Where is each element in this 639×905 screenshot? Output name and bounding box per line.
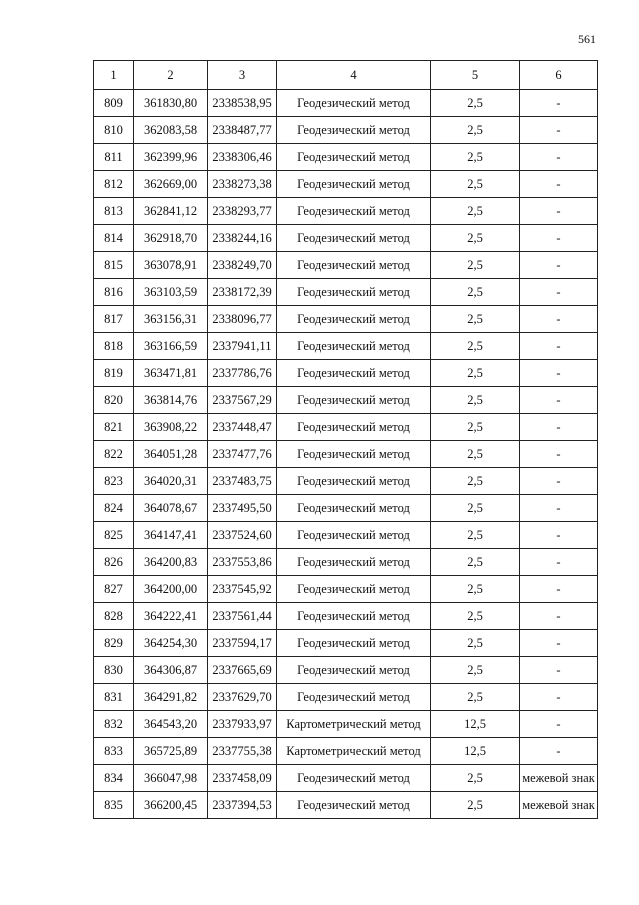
column-header: 3 bbox=[208, 61, 277, 90]
accuracy-cell: 2,5 bbox=[431, 144, 520, 171]
point-number-cell: 809 bbox=[94, 90, 134, 117]
point-number-cell: 821 bbox=[94, 414, 134, 441]
y-coordinate-cell: 2337594,17 bbox=[208, 630, 277, 657]
x-coordinate-cell: 364291,82 bbox=[134, 684, 208, 711]
point-number-cell: 813 bbox=[94, 198, 134, 225]
point-number-cell: 835 bbox=[94, 792, 134, 819]
x-coordinate-cell: 364078,67 bbox=[134, 495, 208, 522]
x-coordinate-cell: 362399,96 bbox=[134, 144, 208, 171]
method-cell: Геодезический метод bbox=[277, 279, 431, 306]
method-cell: Картометрический метод bbox=[277, 711, 431, 738]
point-number-cell: 811 bbox=[94, 144, 134, 171]
column-header: 1 bbox=[94, 61, 134, 90]
point-number-cell: 828 bbox=[94, 603, 134, 630]
table-row bbox=[94, 684, 598, 711]
column-header: 6 bbox=[520, 61, 598, 90]
x-coordinate-cell: 363078,91 bbox=[134, 252, 208, 279]
accuracy-cell: 2,5 bbox=[431, 90, 520, 117]
point-number-cell: 820 bbox=[94, 387, 134, 414]
method-cell: Геодезический метод bbox=[277, 765, 431, 792]
coordinates-table bbox=[93, 60, 598, 819]
x-coordinate-cell: 364051,28 bbox=[134, 441, 208, 468]
y-coordinate-cell: 2338306,46 bbox=[208, 144, 277, 171]
y-coordinate-cell: 2337561,44 bbox=[208, 603, 277, 630]
description-cell: - bbox=[520, 711, 598, 738]
point-number-cell: 826 bbox=[94, 549, 134, 576]
accuracy-cell: 2,5 bbox=[431, 576, 520, 603]
table-row bbox=[94, 603, 598, 630]
x-coordinate-cell: 364222,41 bbox=[134, 603, 208, 630]
table-row bbox=[94, 657, 598, 684]
table-header-row bbox=[94, 61, 598, 90]
description-cell: - bbox=[520, 90, 598, 117]
x-coordinate-cell: 363156,31 bbox=[134, 306, 208, 333]
table-row bbox=[94, 738, 598, 765]
y-coordinate-cell: 2337933,97 bbox=[208, 711, 277, 738]
method-cell: Геодезический метод bbox=[277, 495, 431, 522]
point-number-cell: 824 bbox=[94, 495, 134, 522]
table-row bbox=[94, 171, 598, 198]
page-number: 561 bbox=[578, 32, 596, 46]
description-cell: - bbox=[520, 117, 598, 144]
description-cell: - bbox=[520, 333, 598, 360]
point-number-cell: 816 bbox=[94, 279, 134, 306]
point-number-cell: 823 bbox=[94, 468, 134, 495]
description-cell: - bbox=[520, 495, 598, 522]
method-cell: Геодезический метод bbox=[277, 468, 431, 495]
accuracy-cell: 2,5 bbox=[431, 414, 520, 441]
table-row bbox=[94, 360, 598, 387]
accuracy-cell: 12,5 bbox=[431, 711, 520, 738]
point-number-cell: 825 bbox=[94, 522, 134, 549]
y-coordinate-cell: 2337458,09 bbox=[208, 765, 277, 792]
description-cell: - bbox=[520, 306, 598, 333]
table-row bbox=[94, 792, 598, 819]
method-cell: Картометрический метод bbox=[277, 738, 431, 765]
x-coordinate-cell: 363471,81 bbox=[134, 360, 208, 387]
y-coordinate-cell: 2337629,70 bbox=[208, 684, 277, 711]
table-row bbox=[94, 117, 598, 144]
accuracy-cell: 2,5 bbox=[431, 684, 520, 711]
point-number-cell: 827 bbox=[94, 576, 134, 603]
table-row bbox=[94, 522, 598, 549]
method-cell: Геодезический метод bbox=[277, 576, 431, 603]
x-coordinate-cell: 361830,80 bbox=[134, 90, 208, 117]
y-coordinate-cell: 2337524,60 bbox=[208, 522, 277, 549]
description-cell: - bbox=[520, 738, 598, 765]
y-coordinate-cell: 2338096,77 bbox=[208, 306, 277, 333]
point-number-cell: 822 bbox=[94, 441, 134, 468]
point-number-cell: 815 bbox=[94, 252, 134, 279]
table-row bbox=[94, 387, 598, 414]
y-coordinate-cell: 2337567,29 bbox=[208, 387, 277, 414]
method-cell: Геодезический метод bbox=[277, 333, 431, 360]
y-coordinate-cell: 2338273,38 bbox=[208, 171, 277, 198]
description-cell: - bbox=[520, 468, 598, 495]
y-coordinate-cell: 2337477,76 bbox=[208, 441, 277, 468]
x-coordinate-cell: 364200,00 bbox=[134, 576, 208, 603]
x-coordinate-cell: 366047,98 bbox=[134, 765, 208, 792]
table-row bbox=[94, 306, 598, 333]
table-row bbox=[94, 765, 598, 792]
x-coordinate-cell: 363814,76 bbox=[134, 387, 208, 414]
accuracy-cell: 2,5 bbox=[431, 630, 520, 657]
description-cell: - bbox=[520, 630, 598, 657]
y-coordinate-cell: 2337495,50 bbox=[208, 495, 277, 522]
method-cell: Геодезический метод bbox=[277, 117, 431, 144]
accuracy-cell: 2,5 bbox=[431, 198, 520, 225]
point-number-cell: 832 bbox=[94, 711, 134, 738]
table-row bbox=[94, 225, 598, 252]
x-coordinate-cell: 364147,41 bbox=[134, 522, 208, 549]
point-number-cell: 831 bbox=[94, 684, 134, 711]
x-coordinate-cell: 364543,20 bbox=[134, 711, 208, 738]
accuracy-cell: 2,5 bbox=[431, 549, 520, 576]
accuracy-cell: 2,5 bbox=[431, 171, 520, 198]
y-coordinate-cell: 2337755,38 bbox=[208, 738, 277, 765]
point-number-cell: 834 bbox=[94, 765, 134, 792]
x-coordinate-cell: 363166,59 bbox=[134, 333, 208, 360]
y-coordinate-cell: 2338293,77 bbox=[208, 198, 277, 225]
accuracy-cell: 2,5 bbox=[431, 522, 520, 549]
y-coordinate-cell: 2337553,86 bbox=[208, 549, 277, 576]
x-coordinate-cell: 362841,12 bbox=[134, 198, 208, 225]
description-cell: - bbox=[520, 252, 598, 279]
x-coordinate-cell: 362918,70 bbox=[134, 225, 208, 252]
x-coordinate-cell: 365725,89 bbox=[134, 738, 208, 765]
description-cell: межевой знак bbox=[520, 792, 598, 819]
table-row bbox=[94, 549, 598, 576]
point-number-cell: 814 bbox=[94, 225, 134, 252]
method-cell: Геодезический метод bbox=[277, 360, 431, 387]
description-cell: межевой знак bbox=[520, 765, 598, 792]
table-row bbox=[94, 630, 598, 657]
table-row bbox=[94, 90, 598, 117]
description-cell: - bbox=[520, 549, 598, 576]
y-coordinate-cell: 2337448,47 bbox=[208, 414, 277, 441]
description-cell: - bbox=[520, 576, 598, 603]
table-row bbox=[94, 144, 598, 171]
description-cell: - bbox=[520, 198, 598, 225]
method-cell: Геодезический метод bbox=[277, 225, 431, 252]
accuracy-cell: 2,5 bbox=[431, 360, 520, 387]
table-row bbox=[94, 414, 598, 441]
x-coordinate-cell: 364306,87 bbox=[134, 657, 208, 684]
table-row bbox=[94, 279, 598, 306]
accuracy-cell: 2,5 bbox=[431, 441, 520, 468]
description-cell: - bbox=[520, 684, 598, 711]
x-coordinate-cell: 362083,58 bbox=[134, 117, 208, 144]
method-cell: Геодезический метод bbox=[277, 171, 431, 198]
x-coordinate-cell: 364200,83 bbox=[134, 549, 208, 576]
column-header: 5 bbox=[431, 61, 520, 90]
y-coordinate-cell: 2337665,69 bbox=[208, 657, 277, 684]
accuracy-cell: 2,5 bbox=[431, 252, 520, 279]
description-cell: - bbox=[520, 225, 598, 252]
x-coordinate-cell: 363908,22 bbox=[134, 414, 208, 441]
method-cell: Геодезический метод bbox=[277, 630, 431, 657]
table-row bbox=[94, 333, 598, 360]
point-number-cell: 818 bbox=[94, 333, 134, 360]
description-cell: - bbox=[520, 603, 598, 630]
y-coordinate-cell: 2338244,16 bbox=[208, 225, 277, 252]
y-coordinate-cell: 2338172,39 bbox=[208, 279, 277, 306]
accuracy-cell: 12,5 bbox=[431, 738, 520, 765]
description-cell: - bbox=[520, 171, 598, 198]
accuracy-cell: 2,5 bbox=[431, 387, 520, 414]
y-coordinate-cell: 2338249,70 bbox=[208, 252, 277, 279]
table-row bbox=[94, 711, 598, 738]
method-cell: Геодезический метод bbox=[277, 441, 431, 468]
accuracy-cell: 2,5 bbox=[431, 468, 520, 495]
table-row bbox=[94, 495, 598, 522]
accuracy-cell: 2,5 bbox=[431, 306, 520, 333]
method-cell: Геодезический метод bbox=[277, 306, 431, 333]
method-cell: Геодезический метод bbox=[277, 387, 431, 414]
y-coordinate-cell: 2338487,77 bbox=[208, 117, 277, 144]
description-cell: - bbox=[520, 360, 598, 387]
method-cell: Геодезический метод bbox=[277, 549, 431, 576]
accuracy-cell: 2,5 bbox=[431, 279, 520, 306]
method-cell: Геодезический метод bbox=[277, 522, 431, 549]
method-cell: Геодезический метод bbox=[277, 792, 431, 819]
point-number-cell: 829 bbox=[94, 630, 134, 657]
point-number-cell: 830 bbox=[94, 657, 134, 684]
column-header: 4 bbox=[277, 61, 431, 90]
table-row bbox=[94, 441, 598, 468]
method-cell: Геодезический метод bbox=[277, 414, 431, 441]
table-body bbox=[94, 90, 598, 819]
description-cell: - bbox=[520, 657, 598, 684]
point-number-cell: 819 bbox=[94, 360, 134, 387]
method-cell: Геодезический метод bbox=[277, 603, 431, 630]
y-coordinate-cell: 2337394,53 bbox=[208, 792, 277, 819]
description-cell: - bbox=[520, 144, 598, 171]
table-row bbox=[94, 252, 598, 279]
column-header: 2 bbox=[134, 61, 208, 90]
method-cell: Геодезический метод bbox=[277, 684, 431, 711]
table-row bbox=[94, 198, 598, 225]
method-cell: Геодезический метод bbox=[277, 198, 431, 225]
table-row bbox=[94, 468, 598, 495]
description-cell: - bbox=[520, 522, 598, 549]
y-coordinate-cell: 2337786,76 bbox=[208, 360, 277, 387]
point-number-cell: 810 bbox=[94, 117, 134, 144]
point-number-cell: 817 bbox=[94, 306, 134, 333]
accuracy-cell: 2,5 bbox=[431, 792, 520, 819]
accuracy-cell: 2,5 bbox=[431, 765, 520, 792]
accuracy-cell: 2,5 bbox=[431, 333, 520, 360]
point-number-cell: 833 bbox=[94, 738, 134, 765]
x-coordinate-cell: 362669,00 bbox=[134, 171, 208, 198]
table-row bbox=[94, 576, 598, 603]
y-coordinate-cell: 2338538,95 bbox=[208, 90, 277, 117]
method-cell: Геодезический метод bbox=[277, 657, 431, 684]
accuracy-cell: 2,5 bbox=[431, 225, 520, 252]
description-cell: - bbox=[520, 414, 598, 441]
y-coordinate-cell: 2337483,75 bbox=[208, 468, 277, 495]
x-coordinate-cell: 364020,31 bbox=[134, 468, 208, 495]
x-coordinate-cell: 364254,30 bbox=[134, 630, 208, 657]
description-cell: - bbox=[520, 279, 598, 306]
accuracy-cell: 2,5 bbox=[431, 657, 520, 684]
method-cell: Геодезический метод bbox=[277, 90, 431, 117]
point-number-cell: 812 bbox=[94, 171, 134, 198]
method-cell: Геодезический метод bbox=[277, 144, 431, 171]
x-coordinate-cell: 366200,45 bbox=[134, 792, 208, 819]
description-cell: - bbox=[520, 387, 598, 414]
y-coordinate-cell: 2337941,11 bbox=[208, 333, 277, 360]
method-cell: Геодезический метод bbox=[277, 252, 431, 279]
y-coordinate-cell: 2337545,92 bbox=[208, 576, 277, 603]
description-cell: - bbox=[520, 441, 598, 468]
accuracy-cell: 2,5 bbox=[431, 495, 520, 522]
accuracy-cell: 2,5 bbox=[431, 603, 520, 630]
accuracy-cell: 2,5 bbox=[431, 117, 520, 144]
x-coordinate-cell: 363103,59 bbox=[134, 279, 208, 306]
